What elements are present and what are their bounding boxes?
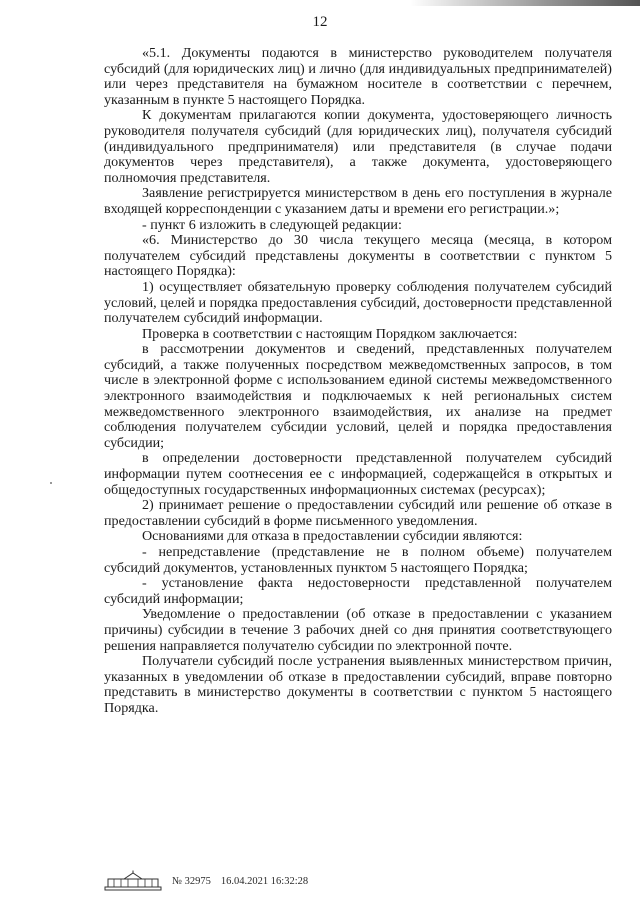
- paragraph: 2) принимает решение о предоставлении субсидий или решение об отказе в предоставлении субсидий в форме письменного уведомления.: [104, 497, 612, 529]
- paragraph: - пункт 6 изложить в следующей редакции:: [142, 216, 402, 233]
- paragraph: в определении достоверности представленной получателем субсидий информации путем соотнесения ее с информацией, содержащейся в открытых и общедоступных государственных информационных системах (ресурсах);: [104, 450, 612, 498]
- paragraph: Проверка в соответствии с настоящим Порядком заключается:: [142, 325, 518, 342]
- paragraph: «6. Министерство до 30 числа текущего месяца (месяца, в котором получателем субсидий представлены документы в соответствии с пунктом 5 настоящего Порядка):: [104, 232, 612, 280]
- document-body: [104, 46, 612, 717]
- registration-number: № 32975: [172, 875, 211, 887]
- scan-edge-shadow: [410, 0, 640, 6]
- paragraph: Заявление регистрируется министерством в день его поступления в журнале входящей корреспонденции с указанием даты и времени его регистрации.»;: [104, 185, 612, 217]
- paragraph: - непредставление (представление не в полном объеме) получателем субсидий документов, установленных пунктом 5 настоящего Порядка;: [104, 544, 612, 576]
- page-number: 12: [312, 14, 328, 30]
- registration-datetime: 16.04.2021 16:32:28: [220, 875, 309, 887]
- paragraph: 1) осуществляет обязательную проверку соблюдения получателем субсидий условий, целей и порядка предоставления субсидий, достоверности представленной получателем субсидий информации.: [104, 278, 612, 327]
- registration-stamp: [104, 870, 308, 892]
- scan-speck: [50, 482, 52, 484]
- building-logo-icon: [104, 870, 162, 892]
- paragraph: - установление факта недостоверности представленной получателем субсидий информации;: [104, 575, 612, 607]
- paragraph: в рассмотрении документов и сведений, представленных получателем субсидий, а также полученных посредством межведомственных запросов, в том числе в электронной форме с использованием единой системы межведомственного электронного взаимодействия и подключаемых к ней региональных систем межведомственного электронного взаимодействия, их анализе на предмет соблюдения получателем субсидии условий, целей и порядка предоставления субсидии;: [104, 341, 612, 451]
- paragraph: Уведомление о предоставлении (об отказе в предоставлении с указанием причины) субсидии в течение 3 рабочих дней со дня принятия соответствующего решения направляется получателю субсидии по электронной почте.: [104, 606, 612, 654]
- paragraph: К документам прилагаются копии документа, удостоверяющего личность руководителя получателя субсидий (для юридических лиц), получателя субсидий (индивидуального предпринимателя) или представителя (в случае подачи документов через представителя), а также документа, удостоверяющего полномочия представителя.: [104, 107, 612, 186]
- paragraph: Получатели субсидий после устранения выявленных министерством причин, указанных в уведомлении об отказе в предоставлении субсидий, вправе повторно представить в министерство документы в соответствии с пунктом 5 настоящего Порядка.: [104, 653, 612, 716]
- paragraph: Основаниями для отказа в предоставлении субсидии являются:: [142, 528, 523, 545]
- paragraph: «5.1. Документы подаются в министерство руководителем получателя субсидий (для юридических лиц) и лично (для индивидуальных предпринимателей) или через представителя на бумажном носителе в соответствии с перечнем, указанным в пункте 5 настоящего Порядка.: [104, 45, 612, 108]
